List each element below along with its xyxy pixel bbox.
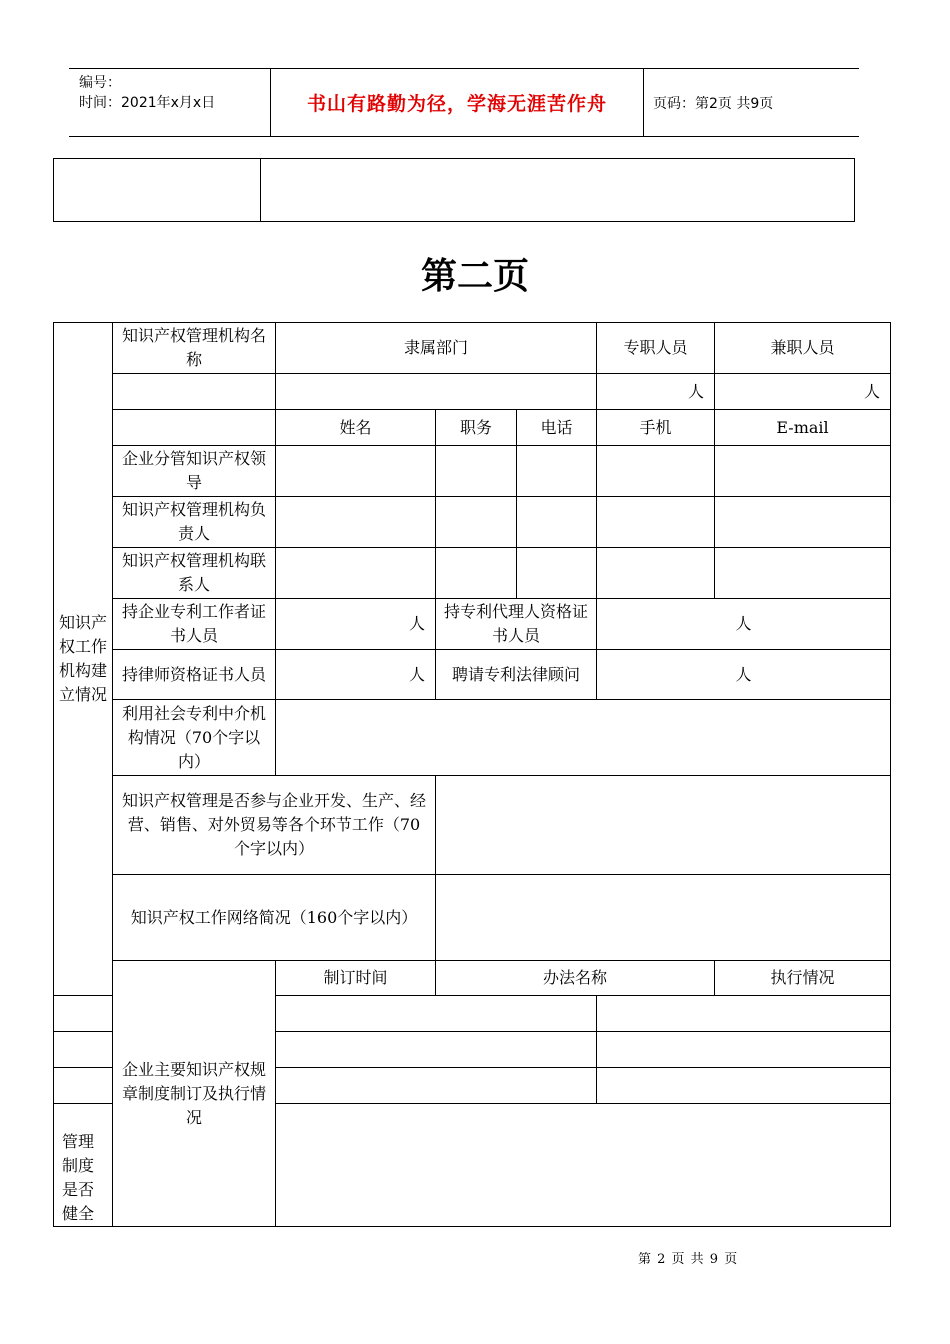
header-page-info: 页码：第2页 共9页 [653, 95, 774, 112]
reg-time-field[interactable] [54, 996, 113, 1032]
reg-status-field[interactable] [597, 996, 891, 1032]
org-name-field[interactable] [113, 374, 276, 410]
col-mobile-header: 手机 [597, 410, 715, 446]
parttime-count-field[interactable] [715, 374, 891, 410]
leader-position-field[interactable] [436, 446, 517, 497]
row-sound-label: 管理制度是否健全 [54, 1104, 113, 1227]
agency-field[interactable] [276, 700, 891, 776]
page-title: 第二页 [420, 255, 529, 297]
row-involve-label: 知识产权管理是否参与企业开发、生产、经营、销售、对外贸易等各个环节工作（70个字以内） [113, 776, 436, 875]
number-label: 编号： [79, 75, 121, 91]
leader-mobile-field[interactable] [597, 446, 715, 497]
col-regname-header: 办法名称 [436, 961, 715, 996]
col-name-header: 姓名 [276, 410, 436, 446]
header-motto: 书山有路勤为径，学海无涯苦作舟 [306, 93, 607, 115]
reg-name-field[interactable] [276, 1032, 597, 1068]
org-name-label: 知识产权管理机构名称 [113, 323, 276, 374]
head-mobile-field[interactable] [597, 497, 715, 548]
patent-worker-count-field[interactable] [276, 599, 436, 650]
dept-label: 隶属部门 [276, 323, 597, 374]
fulltime-count-field[interactable] [597, 374, 715, 410]
col-phone-header: 电话 [517, 410, 597, 446]
col-position-header: 职务 [436, 410, 517, 446]
top-empty-row [53, 158, 855, 222]
reg-time-field[interactable] [54, 1068, 113, 1104]
network-field[interactable] [436, 875, 891, 961]
time-label: 时间：2021年x月x日 [79, 95, 216, 111]
contact-position-field[interactable] [436, 548, 517, 599]
col-email-header: E-mail [715, 410, 891, 446]
document-header [69, 68, 859, 137]
blank-header-cell [113, 410, 276, 446]
reg-status-field[interactable] [597, 1032, 891, 1068]
header-meta [79, 73, 215, 113]
row-leader-label: 企业分管知识产权领导 [113, 446, 276, 497]
leader-phone-field[interactable] [517, 446, 597, 497]
unit-person: 人 [863, 381, 880, 401]
reg-status-field[interactable] [597, 1068, 891, 1104]
head-phone-field[interactable] [517, 497, 597, 548]
fulltime-label: 专职人员 [597, 323, 715, 374]
reg-name-field[interactable] [276, 996, 597, 1032]
reg-time-field[interactable] [54, 1032, 113, 1068]
head-position-field[interactable] [436, 497, 517, 548]
page-footer: 第 2 页 共 9 页 [638, 1252, 739, 1267]
head-name-field[interactable] [276, 497, 436, 548]
row-head-label: 知识产权管理机构负责人 [113, 497, 276, 548]
section2-side-label: 企业主要知识产权规章制度制订及执行情况 [113, 961, 276, 1227]
unit-person: 人 [408, 614, 425, 633]
unit-person: 人 [735, 614, 752, 633]
reg-name-field[interactable] [276, 1068, 597, 1104]
patent-agent-count-field[interactable] [597, 599, 891, 650]
row-patent-worker-label: 持企业专利工作者证书人员 [113, 599, 276, 650]
head-email-field[interactable] [715, 497, 891, 548]
section1-side-label: 知识产权工作机构建立情况 [54, 323, 113, 996]
counsel-count-field[interactable] [597, 650, 891, 700]
sound-field[interactable] [276, 1104, 891, 1227]
row-patent-agent-label: 持专利代理人资格证书人员 [436, 599, 597, 650]
col-status-header: 执行情况 [715, 961, 891, 996]
unit-person: 人 [735, 664, 752, 684]
parttime-label: 兼职人员 [715, 323, 891, 374]
contact-name-field[interactable] [276, 548, 436, 599]
row-contact-label: 知识产权管理机构联系人 [113, 548, 276, 599]
top-box-divider [260, 159, 261, 221]
col-time-header: 制订时间 [276, 961, 436, 996]
unit-person: 人 [408, 664, 425, 684]
row-agency-label: 利用社会专利中介机构情况（70个字以内） [113, 700, 276, 776]
ip-form-table [53, 322, 891, 1227]
leader-email-field[interactable] [715, 446, 891, 497]
lawyer-count-field[interactable] [276, 650, 436, 700]
contact-mobile-field[interactable] [597, 548, 715, 599]
dept-field[interactable] [276, 374, 597, 410]
contact-phone-field[interactable] [517, 548, 597, 599]
header-divider [643, 69, 644, 136]
contact-email-field[interactable] [715, 548, 891, 599]
involve-field[interactable] [436, 776, 891, 875]
unit-person: 人 [687, 381, 704, 401]
row-counsel-label: 聘请专利法律顾问 [436, 650, 597, 700]
row-lawyer-label: 持律师资格证书人员 [113, 650, 276, 700]
row-network-label: 知识产权工作网络简况（160个字以内） [113, 875, 436, 961]
leader-name-field[interactable] [276, 446, 436, 497]
